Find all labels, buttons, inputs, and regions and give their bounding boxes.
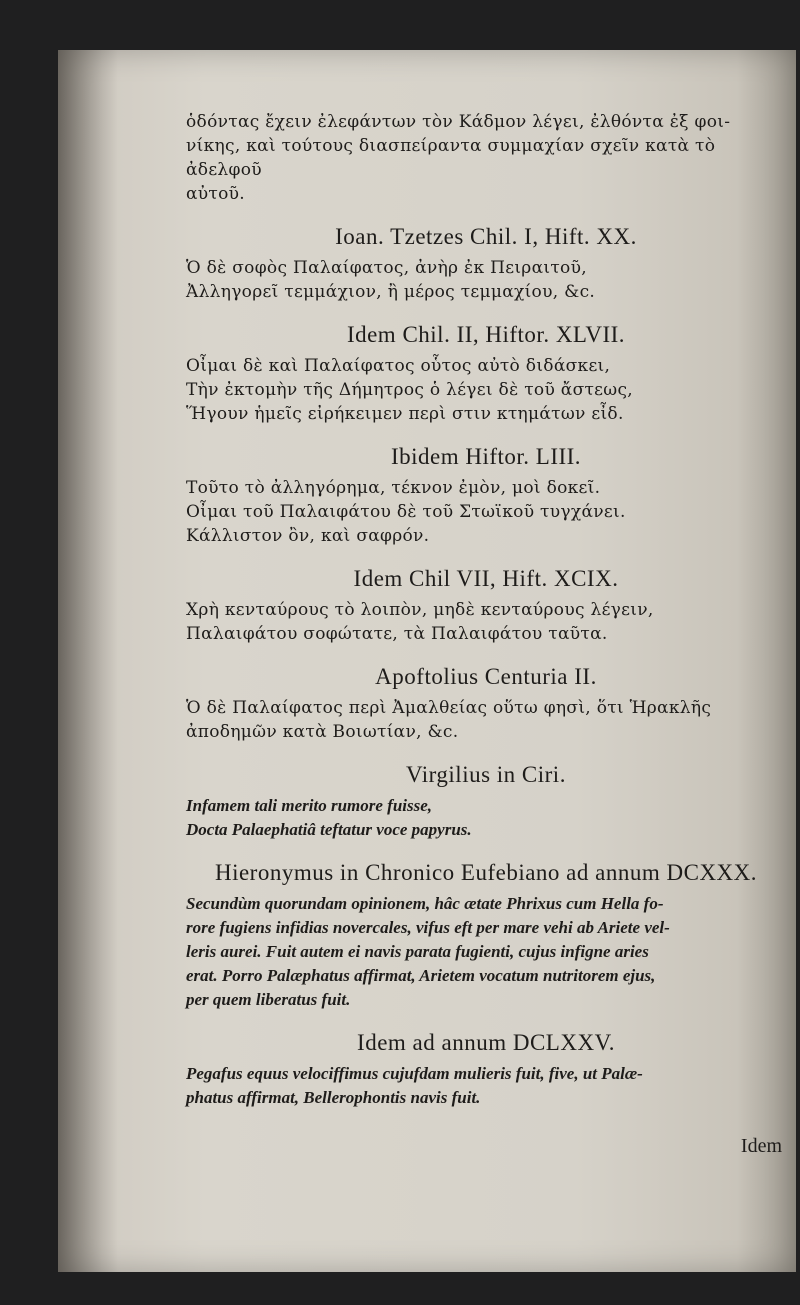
heading-annum-675: Idem ad annum DCLXXV.	[357, 1030, 615, 1055]
latin-passage-pegasus: Pegafus equus velociffimus cujufdam mulieris fuit, five, ut Palæ- phatus affirmat, Bellerophontis navis fuit.	[186, 1064, 643, 1107]
heading-chil-7: Idem Chil VII, Hift. XCIX.	[353, 566, 619, 591]
gutter-shadow	[58, 50, 118, 1272]
book-page	[58, 50, 796, 1272]
latin-passage-hieronymus: Secundùm quorundam opinionem, hâc ætate Phrixus cum Hella fo- rore fugiens infidias novercales, vifus eft per mare vehi ab Ariete vel- leris aurei. Fuit autem ei navis parata fugienti, cujus infigne aries erat. Porro Palæphatus affirmat, Arietem vocatum nutritorem ejus, per quem liberatus fuit.	[186, 894, 670, 1009]
heading-virgilius: Virgilius in Ciri.	[406, 762, 566, 787]
heading-chil-2: Idem Chil. II, Hiftor. XLVII.	[346, 322, 626, 347]
greek-passage-2: Ὁ δὲ σοφὸς Παλαίφατος, ἀνὴρ ἐκ Πειραιτοῦ, Ἀλληγορεῖ τεμμάχιον, ἢ μέρος τεμμαχίου, &c.	[186, 258, 596, 302]
heading-tzetzes-chil-1: Ioan. Tzetzes Chil. I, Hift. XX.	[335, 224, 637, 249]
greek-passage-6: Ὁ δὲ Παλαίφατος περὶ Ἀμαλθείας οὕτω φησὶ, ὅτι Ἡρακλῆς ἀποδημῶν κατὰ Βοιωτίαν, &c.	[186, 698, 712, 742]
heading-hieronymus: Hieronymus in Chronico Eufebiano ad annum DCXXX.	[214, 860, 758, 885]
heading-apoftolius: Apoftolius Centuria II.	[375, 664, 597, 689]
greek-passage-5: Χρὴ κενταύρους τὸ λοιπὸν, μηδὲ κενταύρους λέγειν, Παλαιφάτου σοφώτατε, τὰ Παλαιφάτου ταῦτα.	[186, 600, 654, 644]
heading-hiftor-53: Ibidem Hiftor. LIII.	[390, 444, 582, 469]
page-text	[186, 110, 786, 1128]
latin-passage-virgil: Infamem tali merito rumore fuisse, Docta Palaephatiâ teftatur voce papyrus.	[186, 796, 472, 839]
greek-passage-1: ὁδόντας ἔχειν ἐλεφάντων τὸν Κάδμον λέγει, ἐλθόντα ἐξ φοι- νίκης, καὶ τούτους διασπείραντα συμμαχίαν σχεῖν κατὰ τὸ ἀδελφοῦ αὐτοῦ.	[186, 112, 731, 204]
greek-passage-4: Τοῦτο τὸ ἀλληγόρημα, τέκνον ἐμὸν, μοὶ δοκεῖ. Οἶμαι τοῦ Παλαιφάτου δὲ τοῦ Στωϊκοῦ τυγχάνει. Κάλλιστον ὂν, καὶ σαφρόν.	[186, 478, 626, 546]
greek-passage-3: Οἶμαι δὲ καὶ Παλαίφατος οὗτος αὐτὸ διδάσκει, Τὴν ἐκτομὴν τῆς Δήμητρος ὁ λέγει δὲ τοῦ ἄστεως, Ἥγουν ἡμεῖς εἰρήκειμεν περὶ στιν κτημάτων εἶδ.	[186, 356, 633, 424]
catchword: Idem	[740, 1135, 782, 1157]
